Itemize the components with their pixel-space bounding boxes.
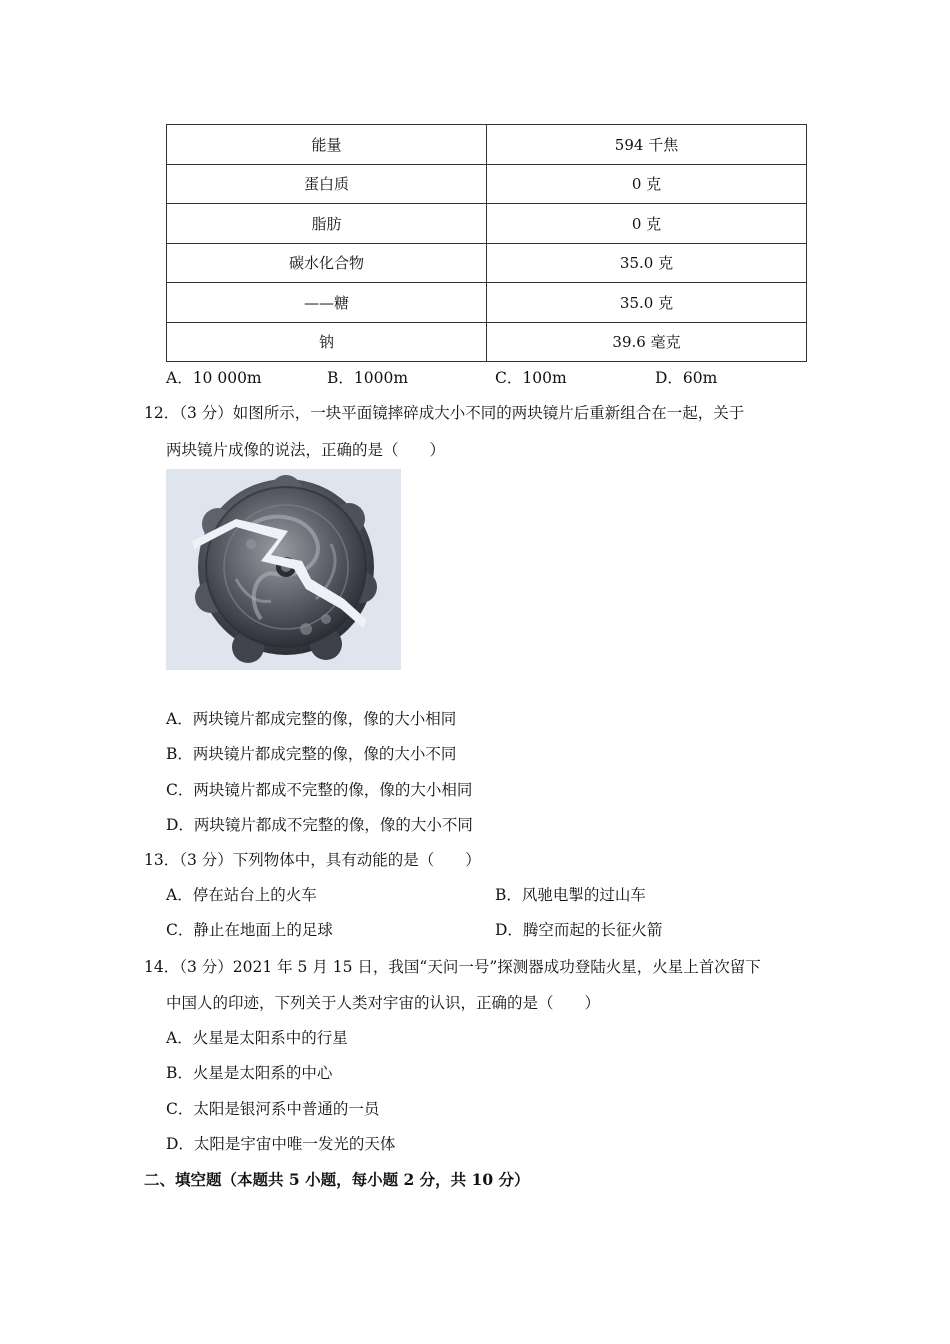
bronze-mirror-illustration [166,469,401,670]
nutrition-table [166,124,807,362]
q13-option-b: B．风驰电掣的过山车 [495,886,646,904]
table-cell: 碳水化合物 [167,243,487,283]
q13-option-a: A．停在站台上的火车 [166,886,317,904]
q12-option-c: C．两块镜片都成不完整的像，像的大小相同 [166,781,473,799]
table-cell: ——糖 [167,283,487,323]
table-cell: 钠 [167,322,487,362]
q12-option-a: A．两块镜片都成完整的像，像的大小相同 [166,710,457,728]
q14-stem-line2: 中国人的印迹，下列关于人类对宇宙的认识，正确的是（ ） [166,994,601,1012]
table-row [167,322,807,362]
q11-option-a: A．10 000m [166,369,262,387]
table-row [167,164,807,204]
table-cell: 35.0 克 [487,283,807,323]
table-row [167,204,807,244]
table-cell: 脂肪 [167,204,487,244]
table-row [167,243,807,283]
table-cell: 0 克 [487,164,807,204]
table-row [167,125,807,165]
q11-option-d: D．60m [655,369,718,387]
table-cell: 0 克 [487,204,807,244]
q12-stem-line2: 两块镜片成像的说法，正确的是（ ） [166,441,446,459]
q14-option-c: C．太阳是银河系中普通的一员 [166,1100,380,1118]
q14-stem-line1: 14．（3 分）2021 年 5 月 15 日，我国“天问一号”探测器成功登陆火星，火星上首次留下 [144,958,761,976]
q11-option-b: B．1000m [327,369,409,387]
q13-option-d: D．腾空而起的长征火箭 [495,921,663,939]
section-heading: 二、填空题（本题共 5 小题，每小题 2 分，共 10 分） [144,1170,530,1189]
q14-option-d: D．太阳是宇宙中唯一发光的天体 [166,1135,396,1153]
q14-option-a: A．火星是太阳系中的行星 [166,1029,348,1047]
mirror-disk [195,475,377,663]
q13-stem: 13．（3 分）下列物体中，具有动能的是（ ） [144,851,481,869]
q12-option-d: D．两块镜片都成不完整的像，像的大小不同 [166,816,473,834]
table-cell: 能量 [167,125,487,165]
q12-option-b: B．两块镜片都成完整的像，像的大小不同 [166,745,457,763]
table-cell: 39.6 毫克 [487,322,807,362]
table-row [167,283,807,323]
q11-option-c: C．100m [495,369,567,387]
broken-mirror-image [166,469,401,670]
table-cell: 蛋白质 [167,164,487,204]
table-cell: 594 千焦 [487,125,807,165]
table-cell: 35.0 克 [487,243,807,283]
q14-option-b: B．火星是太阳系的中心 [166,1064,333,1082]
q13-option-c: C．静止在地面上的足球 [166,921,333,939]
q12-stem-line1: 12．（3 分）如图所示，一块平面镜摔碎成大小不同的两块镜片后重新组合在一起，关于 [144,404,745,422]
